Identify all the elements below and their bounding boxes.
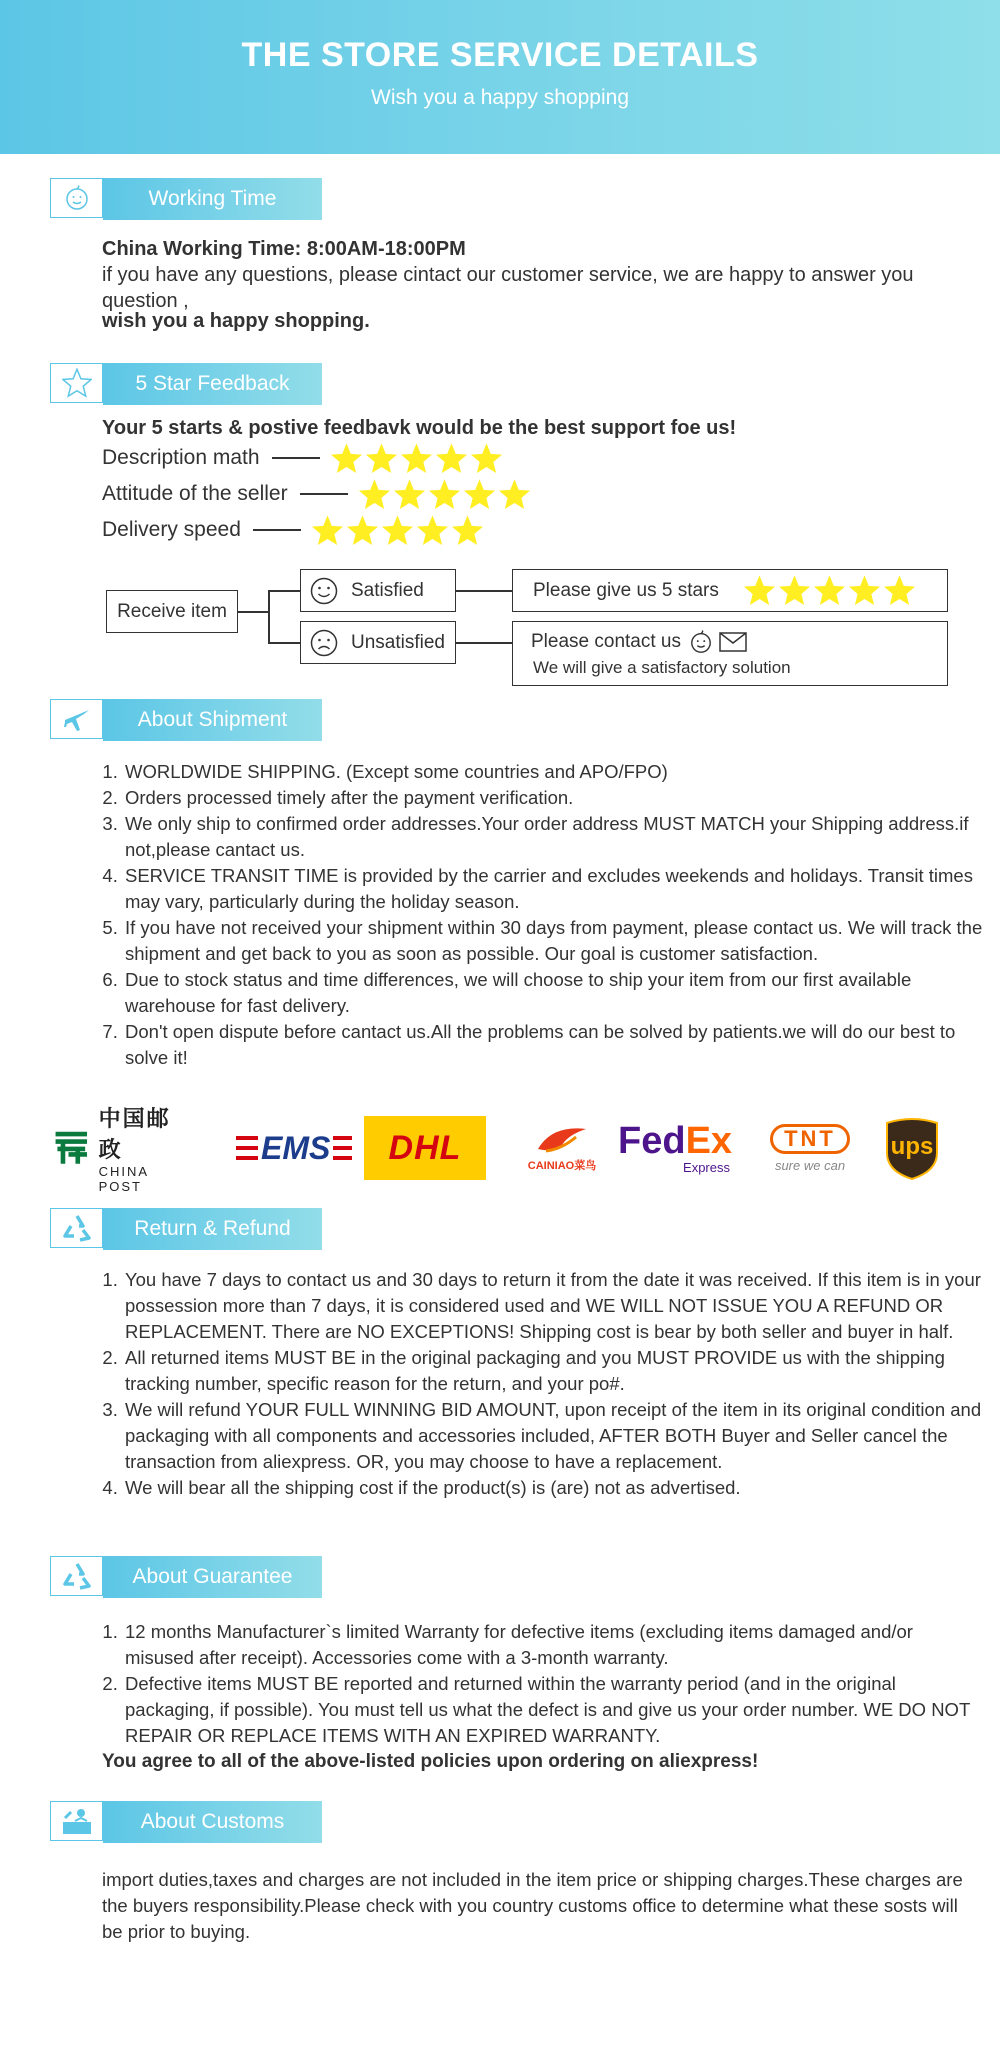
- connector: [456, 590, 512, 592]
- china-post-en: CHINA POST: [98, 1164, 149, 1194]
- rating-row-description: [102, 443, 505, 473]
- happy-face-icon: [309, 576, 339, 606]
- section-header-working-time: [50, 178, 322, 220]
- star-icon: [400, 442, 433, 475]
- section-header-feedback: [50, 363, 322, 405]
- dhl-text: DHL: [388, 1128, 462, 1167]
- cainiao-bird-icon: [532, 1123, 592, 1157]
- star-icon: [365, 442, 398, 475]
- list-item: 2. Orders processed timely after the payment verification.: [123, 785, 985, 811]
- divider: [272, 457, 320, 459]
- tnt-logo: [762, 1112, 858, 1184]
- header-banner: [0, 0, 1000, 154]
- fedex-express: Express: [683, 1159, 730, 1175]
- list-item: 1. You have 7 days to contact us and 30 days to return it from the date it was received. If this item is in your possession more than 7 days, it is considered used and WE WILL NOT ISSUE YOU A REFUND OR REPLACEMENT. There are NO EXCEPTIONS! Shipping cost is bear by both seller and buyer in half.: [123, 1267, 985, 1345]
- unsatisfied-box: [300, 621, 456, 664]
- star-icon: [451, 514, 484, 547]
- envelope-icon: [719, 632, 747, 652]
- ems-text: EMS: [258, 1128, 333, 1168]
- page-title: THE STORE SERVICE DETAILS: [241, 36, 759, 74]
- star-icon: [463, 478, 496, 511]
- list-item: 3. We only ship to confirmed order addresses.Your order address MUST MATCH your Shipping address.if not,please cantact us.: [123, 811, 985, 863]
- guarantee-list: [102, 1619, 985, 1749]
- satisfied-box: [300, 569, 456, 612]
- list-item: 1. WORLDWIDE SHIPPING. (Except some countries and APO/FPO): [123, 759, 985, 785]
- recycle-icon: [50, 1208, 103, 1248]
- list-item: 4. SERVICE TRANSIT TIME is provided by the carrier and excludes weekends and holidays. Transit times may vary, particularly during the holiday season.: [123, 863, 985, 915]
- section-title: About Shipment: [103, 699, 322, 741]
- fedex-logo: [618, 1112, 750, 1184]
- flow-label: Unsatisfied: [351, 631, 445, 653]
- star-icon: [743, 574, 776, 607]
- section-title: Working Time: [103, 178, 322, 220]
- cainiao-text: CAINIAO菜鸟: [527, 1160, 597, 1172]
- section-header-refund: [50, 1208, 322, 1250]
- flow-sub-message: We will give a satisfactory solution: [533, 658, 791, 677]
- working-hours: China Working Time: 8:00AM-18:00PM: [102, 238, 466, 260]
- list-item: 2. Defective items MUST BE reported and returned within the warranty period (and in the original packaging, if possible). You must tell us what the defect is and give us your order number. WE DO NOT REPAIR OR REPLACE ITEMS WITH AN EXPIRED WARRANTY.: [123, 1671, 985, 1749]
- list-item: 5. If you have not received your shipment within 30 days from payment, please contact us. We will track the shipment and get back to you as soon as possible. Our goal is customer satisfaction.: [123, 915, 985, 967]
- contact-us-box: [512, 621, 948, 686]
- tnt-text: TNT: [770, 1124, 850, 1154]
- star-icon: [330, 442, 363, 475]
- star-icon: [346, 514, 379, 547]
- rating-row-attitude: [102, 479, 533, 509]
- fedex-fed: Fed: [618, 1119, 686, 1162]
- tnt-tagline: sure we can: [774, 1157, 846, 1173]
- section-header-shipment: [50, 699, 322, 741]
- connector: [268, 642, 300, 644]
- connector: [238, 611, 268, 613]
- star-icon: [428, 478, 461, 511]
- star-rating: [311, 514, 486, 547]
- china-post-icon: [50, 1125, 93, 1171]
- section-title: 5 Star Feedback: [103, 363, 322, 405]
- refund-list: [102, 1267, 985, 1501]
- ups-text: ups: [890, 1133, 934, 1160]
- china-post-logo: [50, 1106, 190, 1194]
- flow-message: Please contact us: [531, 631, 681, 652]
- star-icon: [358, 478, 391, 511]
- section-header-customs: [50, 1801, 322, 1843]
- receive-item-box: [106, 590, 238, 633]
- star-outline-icon: [50, 363, 103, 403]
- star-icon: [311, 514, 344, 547]
- flow-label: Receive item: [117, 600, 227, 622]
- section-title: About Customs: [103, 1801, 322, 1843]
- divider: [253, 529, 301, 531]
- working-closing: wish you a happy shopping.: [102, 310, 370, 332]
- list-item: 7. Don't open dispute before cantact us.All the problems can be solved by patients.we will do our best to solve it!: [123, 1019, 985, 1071]
- list-item: 1. 12 months Manufacturer`s limited Warranty for defective items (excluding items damaged and/or misused after receipt). Accessories come with a 3-month warranty.: [123, 1619, 985, 1671]
- star-icon: [848, 574, 881, 607]
- five-stars-request-box: [512, 569, 948, 612]
- rating-label: Description math: [102, 446, 260, 469]
- recycle-icon: [50, 1556, 103, 1596]
- connector: [268, 590, 300, 592]
- working-note: if you have any questions, please cintact our customer service, we are happy to answer you question ,: [102, 264, 914, 312]
- star-icon: [393, 478, 426, 511]
- section-title: About Guarantee: [103, 1556, 322, 1598]
- smile-icon: [689, 630, 713, 654]
- flow-label: Satisfied: [351, 579, 424, 601]
- star-icon: [883, 574, 916, 607]
- ups-logo: [882, 1112, 942, 1184]
- list-item: 6. Due to stock status and time differences, we will choose to ship your item from our first available warehouse for fast delivery.: [123, 967, 985, 1019]
- list-item: 2. All returned items MUST BE in the original packaging and you MUST PROVIDE us with the shipping tracking number, specific reason for the return, and your po#.: [123, 1345, 985, 1397]
- star-icon: [498, 478, 531, 511]
- ems-logo: [236, 1112, 352, 1184]
- section-header-guarantee: [50, 1556, 322, 1598]
- cainiao-logo: [512, 1112, 612, 1184]
- list-item: 4. We will bear all the shipping cost if the product(s) is (are) not as advertised.: [123, 1475, 985, 1501]
- dhl-logo: [364, 1116, 486, 1180]
- fedex-ex: Ex: [685, 1119, 733, 1162]
- customs-officer-icon: [50, 1801, 103, 1841]
- guarantee-closing: You agree to all of the above-listed policies upon ordering on aliexpress!: [102, 1751, 759, 1772]
- section-title: Return & Refund: [103, 1208, 322, 1250]
- star-icon: [416, 514, 449, 547]
- connector: [268, 590, 270, 643]
- list-item: 3. We will refund YOUR FULL WINNING BID AMOUNT, upon receipt of the item in its original condition and packaging with all components and accessories included, AFTER BOTH Buyer and Seller cancel the transaction from aliexpress. OR, you may choose to have a replacement.: [123, 1397, 985, 1475]
- customs-text: import duties,taxes and charges are not included in the item price or shipping charges.These charges are the buyers responsibility.Please check with you country customs office to determine what these sosts will be prior to buying.: [102, 1869, 963, 1942]
- star-rating: [358, 478, 533, 511]
- feedback-intro: Your 5 starts & postive feedbavk would be the best support foe us!: [102, 417, 737, 439]
- sad-face-icon: [309, 628, 339, 658]
- star-rating: [743, 574, 918, 607]
- star-icon: [813, 574, 846, 607]
- page-subtitle: Wish you a happy shopping: [371, 86, 629, 109]
- shipment-list: [102, 759, 985, 1071]
- flow-message: Please give us 5 stars: [533, 579, 719, 601]
- star-icon: [435, 442, 468, 475]
- star-icon: [381, 514, 414, 547]
- star-icon: [470, 442, 503, 475]
- airplane-icon: [50, 699, 103, 739]
- rating-row-delivery: [102, 515, 486, 545]
- china-post-cn: 中国邮政: [98, 1106, 171, 1162]
- star-rating: [330, 442, 505, 475]
- smile-icon: [50, 178, 103, 218]
- carrier-logos: [50, 1106, 950, 1194]
- star-icon: [778, 574, 811, 607]
- connector: [456, 642, 512, 644]
- rating-label: Attitude of the seller: [102, 482, 288, 505]
- divider: [300, 493, 348, 495]
- rating-label: Delivery speed: [102, 518, 241, 541]
